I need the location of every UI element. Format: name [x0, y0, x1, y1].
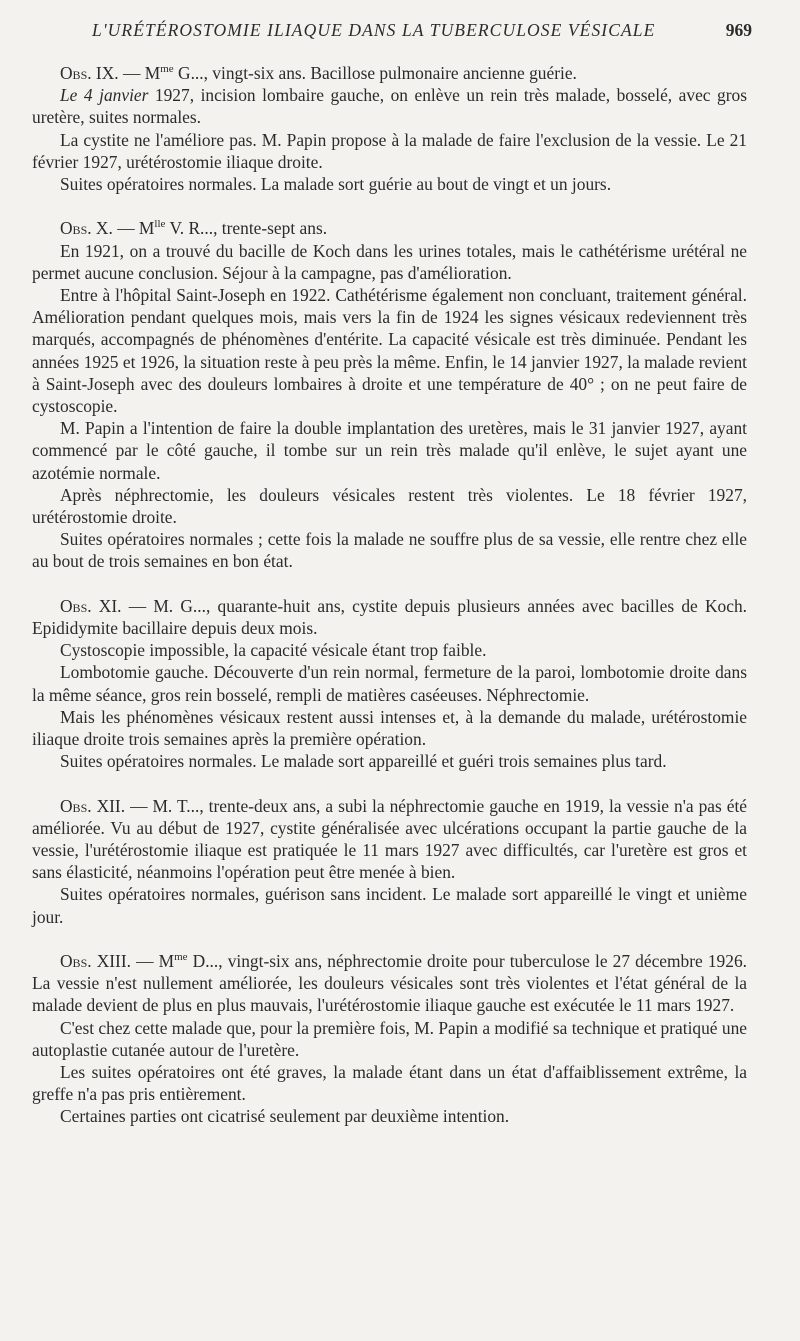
page-number: 969	[725, 20, 752, 40]
paragraph-text: Les suites opératoires ont été graves, la malade étant dans un état d'affaiblissement extrême, la greffe n'a pas pris entièrement.	[32, 1062, 747, 1105]
running-title: L'URÉTÉROSTOMIE ILIAQUE DANS LA TUBERCULOSE VÉSICALE	[92, 20, 656, 40]
observation	[32, 62, 747, 195]
observation-paragraph	[32, 1017, 747, 1061]
paragraph-text: Suites opératoires normales. Le malade sort appareillé et guéri trois semaines plus tard.	[60, 751, 667, 772]
observation-paragraph	[32, 1061, 747, 1105]
observation-intro	[32, 795, 747, 884]
observation-paragraph	[32, 883, 747, 927]
observation-intro-text: — M	[118, 63, 161, 83]
observation-paragraph	[32, 484, 747, 528]
observation-paragraph	[32, 417, 747, 484]
observation-intro-text: — M	[112, 218, 155, 239]
observation-intro-text: V. R..., trente-sept ans.	[165, 218, 328, 239]
paragraph-text: En 1921, on a trouvé du bacille de Koch dans les urines totales, mais le cathétérisme urétéral ne permet aucune conclusion. Séjour à la campagne, pas d'amélioration.	[32, 240, 747, 283]
observation-paragraph	[32, 129, 747, 173]
observation-paragraph	[32, 706, 747, 750]
article-body	[32, 62, 747, 1150]
title-superscript: lle	[154, 218, 166, 231]
running-header	[92, 20, 752, 48]
observation	[32, 595, 747, 773]
observation-intro	[32, 595, 747, 639]
paragraph-text: Cystoscopie impossible, la capacité vésicale étant trop faible.	[60, 640, 487, 661]
title-superscript: me	[160, 63, 174, 75]
paragraph-text: Après néphrectomie, les douleurs vésicales restent très violentes. Le 18 février 1927, urétérostomie droite.	[32, 484, 747, 528]
observation-intro-text: — M	[130, 951, 175, 972]
observation	[32, 950, 747, 1128]
paragraph-text: Suites opératoires normales, guérison sans incident. Le malade sort appareillé le vingt et unième jour.	[32, 884, 747, 927]
observation	[32, 795, 747, 928]
paragraph-text: Lombotomie gauche. Découverte d'un rein normal, fermeture de la paroi, lombotomie droite dans la même séance, gros rein bosselé, rempli de matières caséeuses. Néphrectomie.	[32, 662, 747, 705]
observation-intro	[32, 217, 747, 239]
observation-paragraph	[32, 1105, 747, 1127]
title-superscript: me	[174, 951, 188, 964]
paragraph-text: La cystite ne l'améliore pas. M. Papin propose à la malade de faire l'exclusion de la vessie. Le 21 février 1927, urétérostomie iliaque droite.	[32, 129, 747, 172]
observation-intro-text: D..., vingt-six ans, néphrectomie droite pour tuberculose le 27 décembre 1926. La vessie n'est nullement améliorée, les douleurs vésicales sont très violentes et l'état général de la malade devient de plus en plus mauvais, l'urétérostomie iliaque gauche est exécutée le 11 mars 1927.	[32, 951, 747, 1016]
paragraph-text: Mais les phénomènes vésicaux restent aussi intenses et, à la demande du malade, urétérostomie iliaque droite trois semaines après la première opération.	[32, 706, 747, 750]
observation-paragraph	[32, 284, 747, 417]
observation-paragraph	[32, 173, 747, 195]
observation-paragraph	[32, 84, 747, 128]
observation-paragraph	[32, 639, 747, 661]
paragraph-text: Certaines parties ont cicatrisé seulement par deuxième intention.	[60, 1106, 510, 1127]
observation-paragraph	[32, 528, 747, 572]
paragraph-text: M. Papin a l'intention de faire la double implantation des uretères, mais le 31 janvier 1927, ayant commencé par le côté gauche, il tombe sur un rein très malade qu'il enlève, le sujet ayant une azotémie normale.	[32, 418, 747, 483]
observation-paragraph	[32, 750, 747, 772]
paragraph-text: 1927, incision lombaire gauche, on enlève un rein très malade, bosselé, avec gros uretère, suites normales.	[32, 85, 747, 128]
observation-label: Obs. XI.	[60, 595, 122, 616]
observation-paragraph	[32, 661, 747, 705]
observation-intro	[32, 62, 747, 84]
observation-label: Obs. XII.	[60, 795, 126, 816]
observation-label: Obs. XIII.	[60, 951, 131, 972]
observation-intro-text: G..., vingt-six ans. Bacillose pulmonaire ancienne guérie.	[173, 63, 577, 83]
observation	[32, 217, 747, 572]
observation-intro-text: — M. G..., quarante-huit ans, cystite depuis plusieurs années avec bacilles de Koch. Epididymite bacillaire depuis deux mois.	[32, 595, 747, 639]
observation-paragraph	[32, 240, 747, 284]
observation-label: Obs. IX.	[60, 63, 119, 83]
observation-intro-text: — M. T..., trente-deux ans, a subi la néphrectomie gauche en 1919, la vessie n'a pas été améliorée. Vu au début de 1927, cystite généralisée avec ulcérations occupant la partie gauche de la vessie, l'urétérostomie iliaque est pratiquée le 11 mars 1927 avec difficultés, car l'uretère est gros et sans élasticité, néanmoins l'opération peut être menée à bien.	[32, 795, 748, 883]
observation-label: Obs. X.	[60, 218, 113, 239]
paragraph-text: C'est chez cette malade que, pour la première fois, M. Papin a modifié sa technique et pratiqué une autoplastie cutanée autour de l'uretère.	[32, 1017, 747, 1060]
paragraph-text: Suites opératoires normales ; cette fois la malade ne souffre plus de sa vessie, elle rentre chez elle au bout de trois semaines en bon état.	[32, 529, 747, 572]
paragraph-text: Entre à l'hôpital Saint-Joseph en 1922. Cathétérisme également non concluant, traitement général. Amélioration pendant quelques mois, mais vers la fin de 1924 les signes vésicaux redeviennent très marqués, accompagnés de phénomènes d'entérite. La capacité vésicale est très diminuée. Pendant les années 1925 et 1926, la situation reste à peu près la même. Enfin, le 14 janvier 1927, la malade revient à Saint-Joseph avec des douleurs lombaires à droite et une température de 40° ; on ne peut faire de cystoscopie.	[32, 285, 747, 417]
italic-date: Le 4 janvier	[60, 85, 149, 106]
observation-intro	[32, 950, 747, 1017]
paragraph-text: Suites opératoires normales. La malade sort guérie au bout de vingt et un jours.	[60, 174, 612, 195]
